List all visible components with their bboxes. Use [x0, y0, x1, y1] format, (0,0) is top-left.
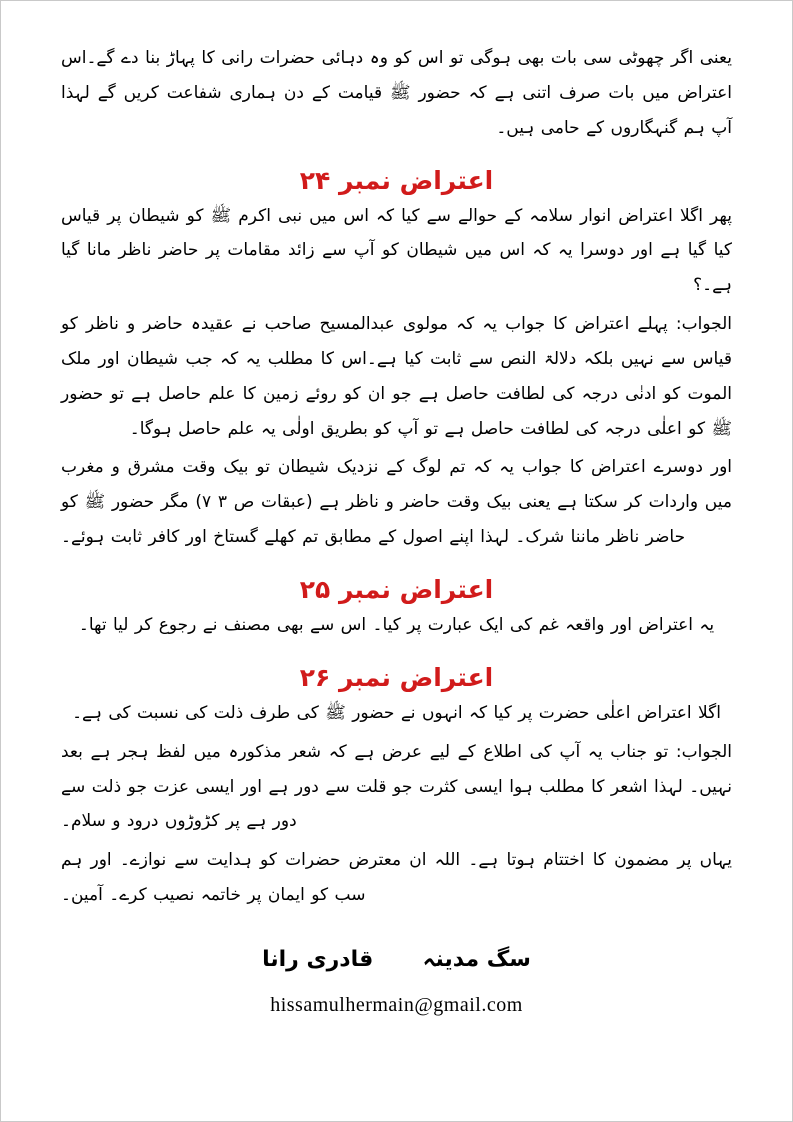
paragraph: یہ اعتراض اور واقعہ غم کی ایک عبارت پر کیا۔ اس سے بھی مصنف نے رجوع کر لیا تھا۔ — [78, 614, 715, 635]
signature-left: سگ مدینہ — [422, 946, 531, 972]
paragraph: اگلا اعتراض اعلٰی حضرت پر کیا کہ انہوں نے حضور ﷺ کی طرف ذلت کی نسبت کی ہے۔ — [72, 702, 721, 723]
paragraph: یعنی اگر چھوٹی سی بات بھی ہوگی تو اس کو وہ دہائی حضرات رانی کا پہاڑ بنا دے گے۔اس اعتراض میں بات صرف اتنی ہے کہ حضور ﷺ قیامت کے دن ہماری شفاعت کریں گے لہذا آپ ہم گنہگاروں کے حامی ہیں۔ — [61, 48, 732, 138]
spacer — [61, 559, 732, 565]
signature-right: قادری رانا — [262, 946, 374, 972]
paragraph: پھر اگلا اعتراض انوار سلامہ کے حوالے سے کیا کہ اس میں نبی اکرم ﷺ کو شیطان پر قیاس کیا گیا ہے اور دوسرا یہ کہ اس میں شیطان کو آپ سے زائد مقامات پر حاضر ناظر مانا گیا ہے۔؟ — [61, 205, 732, 296]
paragraph: اور دوسرے اعتراض کا جواب یہ کہ تم لوگ کے نزدیک شیطان تو بیک وقت مشرق و مغرب میں واردات کر سکتا ہے یعنی بیک وقت حاضر و ناظر ہے (عبقات ص ۳ ۷) مگر حضور ﷺ کو حاضر ناظر ماننا شرک۔ لہذا اپنے اصول کے مطابق تم کھلے گستاخ اور کافر ثابت ہوئے۔ — [61, 457, 732, 548]
paragraph: یہاں پر مضمون کا اختتام ہوتا ہے۔ اللہ ان معترض حضرات کو ہدایت سے نوازے۔ اور ہم سب کو ایمان پر خاتمہ نصیب کرے۔ آمین۔ — [61, 850, 732, 906]
spacer — [61, 150, 732, 156]
paragraph: الجواب: تو جناب یہ آپ کی اطلاع کے لیے عرض ہے کہ شعر مذکورہ میں لفظ ہجر ہے بعد نہیں۔ لہذا اشعر کا مطلب ہوا ایسی کثرت جو قلت سے دور ہے اور ایسی عزت جو ذلت سے دور ہے پر کڑوڑوں درود و سلام۔ — [61, 741, 732, 832]
document-content — [61, 41, 732, 1017]
contact-email[interactable]: hissamulhermain@gmail.com — [270, 993, 523, 1016]
paragraph: الجواب: پہلے اعتراض کا جواب یہ کہ مولوی عبدالمسیح صاحب نے عقیدہ حاضر و ناظر کو قیاس سے نہیں بلکہ دلالۃ النص سے ثابت کیا ہے۔اس کا مطلب یہ کہ جب شیطان اور ملک الموت کو ادنٰی درجہ کی لطافت حاصل ہے جو ان کو روئے زمین کا علم حاصل ہے تو حضور ﷺ کو اعلٰی درجہ کی لطافت حاصل ہے تو آپ کو بطریق اولٰی یہ علم حاصل ہوگا۔ — [61, 314, 732, 439]
section-heading: اعتراض نمبر ۲۶ — [299, 662, 494, 692]
section-heading: اعتراض نمبر ۲۵ — [299, 574, 494, 604]
section-heading: اعتراض نمبر ۲۴ — [299, 165, 494, 195]
signature-line — [61, 947, 732, 972]
spacer — [61, 647, 732, 653]
